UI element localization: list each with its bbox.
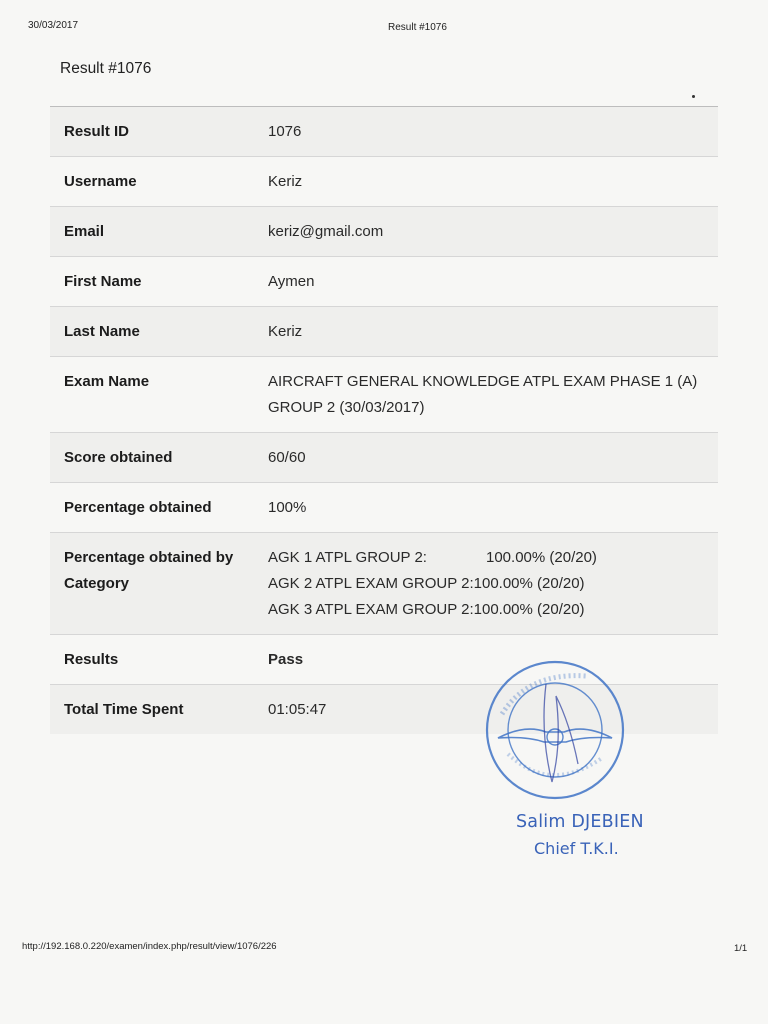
print-header-date: 30/03/2017 xyxy=(28,20,79,31)
row-value: 100% xyxy=(250,483,718,533)
signature-name: Salim DJEBIEN xyxy=(516,812,644,832)
row-label: Results xyxy=(50,635,250,685)
row-label: Result ID xyxy=(50,107,250,157)
category-name: AGK 1 ATPL GROUP 2: xyxy=(268,549,427,566)
category-name: AGK 2 ATPL EXAM GROUP 2: xyxy=(268,575,474,592)
table-row-score xyxy=(50,433,718,483)
row-value: Keriz xyxy=(250,307,718,357)
table-row-result-id xyxy=(50,107,718,157)
row-value: Pass xyxy=(250,635,718,685)
signature-title: Chief T.K.I. xyxy=(534,839,619,858)
row-value: 1076 xyxy=(250,107,718,157)
row-label: Exam Name xyxy=(50,357,250,433)
row-value xyxy=(250,533,718,635)
category-item xyxy=(268,597,712,623)
table-row-email xyxy=(50,207,718,257)
result-table xyxy=(50,106,718,734)
table-row-exam-name xyxy=(50,357,718,433)
row-value: keriz@gmail.com xyxy=(250,207,718,257)
row-label: Score obtained xyxy=(50,433,250,483)
row-label: Email xyxy=(50,207,250,257)
page-title: Result #1076 xyxy=(60,60,152,77)
row-value: Keriz xyxy=(250,157,718,207)
table-row-username xyxy=(50,157,718,207)
row-label: Percentage obtained xyxy=(50,483,250,533)
print-header-title: Result #1076 xyxy=(388,22,447,33)
category-value: 100.00% (20/20) xyxy=(473,575,585,592)
category-value: 100.00% (20/20) xyxy=(486,549,597,566)
category-name: AGK 3 ATPL EXAM GROUP 2: xyxy=(268,601,474,618)
table-row-category xyxy=(50,533,718,635)
row-label: Username xyxy=(50,157,250,207)
footer-url: http://192.168.0.220/examen/index.php/result/view/1076/226 xyxy=(22,941,277,952)
category-item xyxy=(268,545,712,571)
row-label: Total Time Spent xyxy=(50,685,250,735)
table-row-first-name xyxy=(50,257,718,307)
table-row-percentage xyxy=(50,483,718,533)
row-label: Last Name xyxy=(50,307,250,357)
company-stamp xyxy=(480,654,630,809)
table-row-last-name xyxy=(50,307,718,357)
category-value: 100.00% (20/20) xyxy=(473,601,585,618)
row-label: Percentage obtained by Category xyxy=(50,533,250,635)
row-value: 60/60 xyxy=(250,433,718,483)
row-value: AIRCRAFT GENERAL KNOWLEDGE ATPL EXAM PHASE 1 (A) GROUP 2 (30/03/2017) xyxy=(250,357,718,433)
category-item xyxy=(268,571,712,597)
scan-speck xyxy=(692,95,695,98)
footer-page-number: 1/1 xyxy=(734,943,748,954)
row-value: 01:05:47 xyxy=(250,685,718,735)
row-label: First Name xyxy=(50,257,250,307)
row-value: Aymen xyxy=(250,257,718,307)
